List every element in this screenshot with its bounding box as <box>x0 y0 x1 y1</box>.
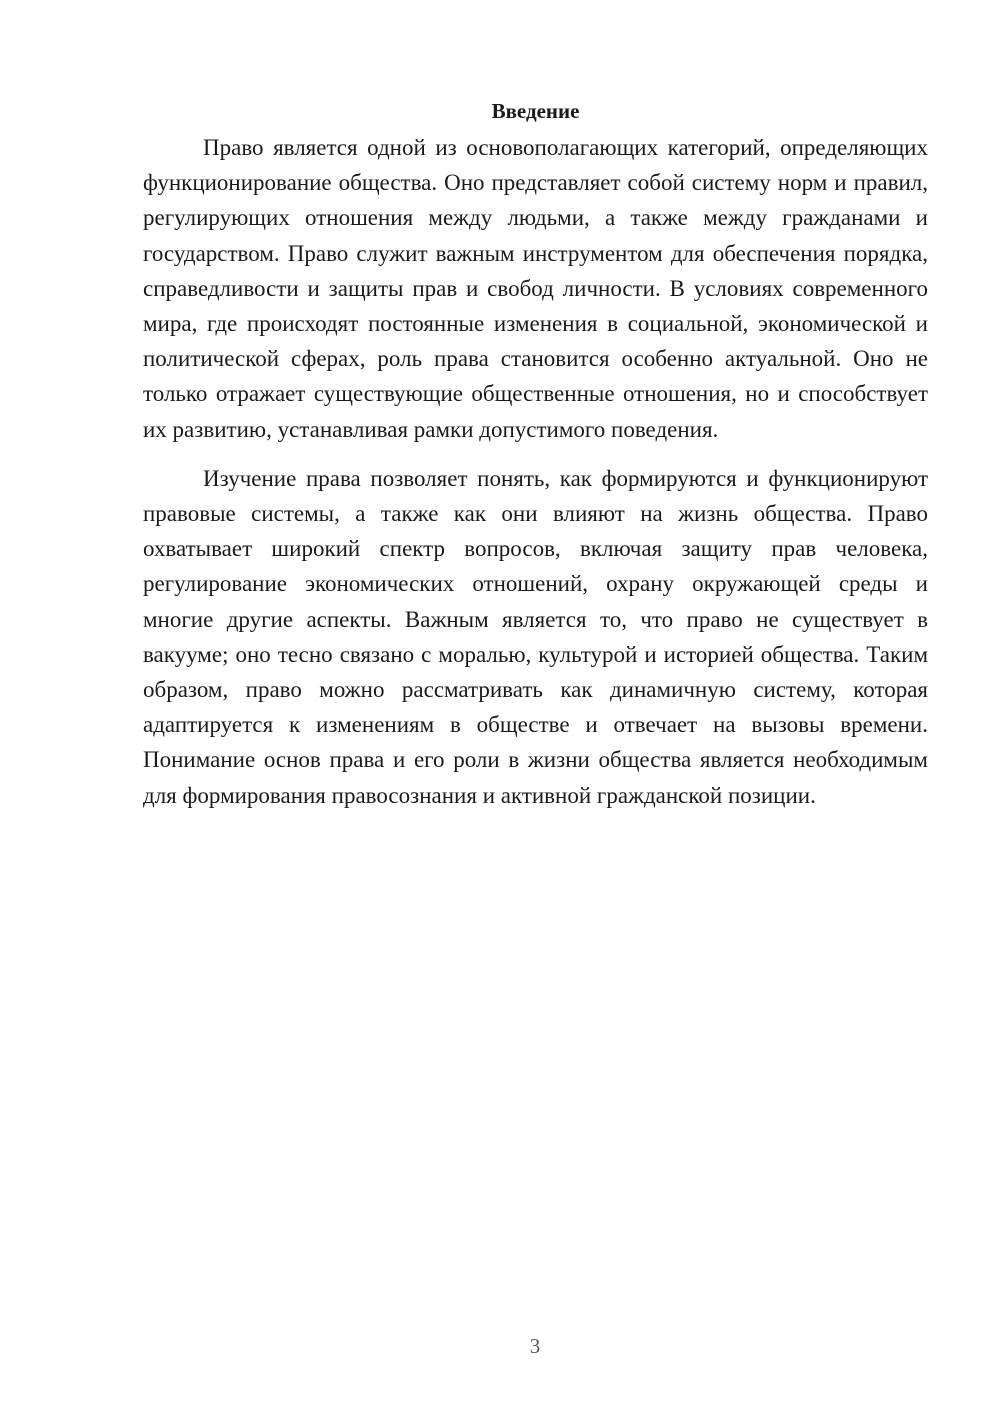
page-number: 3 <box>529 1334 541 1358</box>
document-body <box>143 96 928 827</box>
paragraph-1: Право является одной из основополагающих категорий, определяющих функционирование общества. Оно представляет собой систему норм и правил, регулирующих отношения между людьми, а также между гражданами и государством. Право служит важным инструментом для обеспечения порядка, справедливости и защиты прав и свобод личности. В условиях современного мира, где происходят постоянные изменения в социальной, экономической и политической сферах, роль права становится особенно актуальной. Оно не только отражает существующие общественные отношения, но и способствует их развитию, устанавливая рамки допустимого поведения. <box>143 135 928 442</box>
paragraph-2: Изучение права позволяет понять, как формируются и функционируют правовые системы, а также как они влияют на жизнь общества. Право охватывает широкий спектр вопросов, включая защиту прав человека, регулирование экономических отношений, охрану окружающей среды и многие другие аспекты. Важным является то, что право не существует в вакууме; оно тесно связано с моралью, культурой и историей общества. Таким образом, право можно рассматривать как динамичную систему, которая адаптируется к изменениям в обществе и отвечает на вызовы времени. Понимание основ права и его роли в жизни общества является необходимым для формирования правосознания и активной гражданской позиции. <box>143 465 928 808</box>
section-title: Введение <box>491 99 580 123</box>
